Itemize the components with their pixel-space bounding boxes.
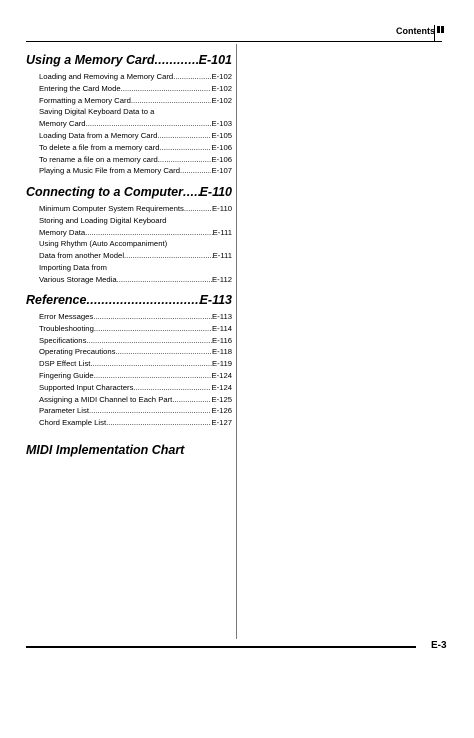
toc-entry[interactable]: [26, 358, 232, 370]
leader-dots: [85, 227, 212, 239]
entry-row: [26, 203, 232, 215]
section-heading[interactable]: [26, 442, 232, 458]
leader-dots: [180, 165, 212, 177]
toc-entry[interactable]: [26, 142, 232, 154]
toc-entry[interactable]: [26, 346, 232, 358]
entry-page: E-127: [211, 418, 232, 428]
section-title: Connecting to a Computer: [26, 185, 183, 199]
entry-row: [26, 130, 232, 142]
entry-row: [26, 335, 232, 347]
leader-dots: [90, 358, 212, 370]
entry-page: E-111: [212, 227, 232, 237]
leader-dots: [173, 71, 211, 83]
toc-entry[interactable]: [26, 335, 232, 347]
entry-title: Formatting a Memory Card: [39, 95, 131, 105]
leader-dots: [93, 311, 212, 323]
toc-section: [26, 52, 232, 177]
entry-row: [26, 323, 232, 335]
entry-row: [26, 417, 232, 429]
entry-title: Entering the Card Mode: [39, 83, 121, 93]
leader-dots: [184, 203, 212, 215]
toc-entry[interactable]: [26, 71, 232, 83]
entry-row: [26, 95, 232, 107]
entry-row: [26, 83, 232, 95]
header-rule: [26, 41, 442, 42]
toc-entry[interactable]: [26, 311, 232, 323]
section-heading[interactable]: [26, 52, 232, 68]
entry-row: [26, 405, 232, 417]
entry-row: [26, 358, 232, 370]
leader-dots: [86, 292, 199, 308]
entry-page: E-126: [211, 406, 232, 416]
entry-row: [26, 154, 232, 166]
entry-page: E-124: [211, 382, 232, 392]
entry-title: Specifications: [39, 335, 87, 345]
section-page: E-101: [198, 53, 232, 67]
section-title: MIDI Implementation Chart: [26, 443, 185, 457]
entry-page: E-106: [211, 154, 232, 164]
entry-page: E-107: [211, 166, 232, 176]
leader-dots: [158, 154, 212, 166]
leader-dots: [94, 323, 212, 335]
toc-entry[interactable]: [26, 106, 232, 130]
entry-page: E-102: [211, 83, 232, 93]
toc-entry[interactable]: [26, 238, 232, 262]
column-divider: [236, 44, 237, 639]
toc-section: [26, 442, 232, 458]
entry-page: E-124: [211, 370, 232, 380]
leader-dots: [155, 52, 199, 68]
section-title: Reference: [26, 293, 87, 307]
toc-entry[interactable]: [26, 382, 232, 394]
footer-rule: [26, 646, 416, 648]
leader-dots: [86, 118, 212, 130]
leader-dots: [183, 184, 200, 200]
leader-dots: [117, 274, 212, 286]
leader-dots: [116, 346, 213, 358]
entry-title: Various Storage Media: [39, 274, 117, 284]
entry-title: Operating Precautions: [39, 347, 116, 357]
entry-page: E-119: [212, 359, 232, 369]
entry-row: [26, 227, 232, 239]
entry-title-line: Storing and Loading Digital Keyboard: [39, 215, 167, 225]
entry-title: Loading and Removing a Memory Card: [39, 72, 174, 81]
entry-title-line: Saving Digital Keyboard Data to a: [39, 107, 155, 117]
entry-row: [26, 311, 232, 323]
entry-title: Troubleshooting: [39, 323, 94, 333]
section-page: E-113: [199, 293, 232, 307]
entry-title: DSP Effect List: [39, 359, 91, 369]
leader-dots: [89, 405, 211, 417]
entry-title: Assigning a MIDI Channel to Each Part: [39, 394, 173, 404]
leader-dots: [94, 370, 212, 382]
entry-title: Minimum Computer System Requirements: [39, 204, 184, 213]
toc-section: [26, 292, 232, 429]
entry-row: [26, 394, 232, 406]
toc-entry[interactable]: [26, 262, 232, 286]
entry-list: [26, 311, 232, 429]
toc-entry[interactable]: [26, 203, 232, 215]
entry-list: [26, 71, 232, 177]
toc-entry[interactable]: [26, 215, 232, 239]
entry-title: Error Messages: [39, 312, 94, 321]
entry-title: Playing a Music File from a Memory Card: [39, 166, 180, 176]
toc-entry[interactable]: [26, 95, 232, 107]
entry-page: E-105: [211, 130, 232, 140]
keyboard-tab-icon: [434, 25, 445, 41]
entry-page: E-113: [212, 312, 232, 321]
entry-page: E-112: [212, 274, 232, 284]
leader-dots: [172, 394, 211, 406]
entry-row: [26, 370, 232, 382]
entry-page: E-116: [212, 335, 232, 345]
entry-row: [26, 142, 232, 154]
entry-row: [26, 165, 232, 177]
entry-page: E-102: [211, 95, 232, 105]
entry-title: Parameter List: [39, 406, 89, 416]
header-label: Contents: [396, 26, 435, 36]
page-number: E-3: [431, 640, 447, 651]
leader-dots: [124, 250, 213, 262]
leader-dots: [157, 130, 211, 142]
entry-title: Memory Data: [39, 227, 86, 237]
leader-dots: [159, 142, 211, 154]
entry-title: Memory Card: [39, 119, 86, 129]
entry-page: E-111: [212, 251, 232, 261]
entry-title: To rename a file on a memory card: [39, 154, 158, 164]
entry-page: E-103: [211, 119, 232, 129]
leader-dots: [121, 83, 212, 95]
entry-row: [26, 274, 232, 286]
entry-row: [26, 382, 232, 394]
section-page: E-110: [199, 185, 232, 199]
section-title: Using a Memory Card: [26, 53, 155, 67]
toc-entry[interactable]: [26, 417, 232, 429]
entry-title: Supported Input Characters: [39, 382, 134, 392]
entry-title: Fingering Guide: [39, 370, 94, 380]
toc-entry[interactable]: [26, 370, 232, 382]
section-heading[interactable]: [26, 184, 232, 200]
toc-entry[interactable]: [26, 405, 232, 417]
entry-title: Chord Example List: [39, 418, 107, 428]
toc-entry[interactable]: [26, 394, 232, 406]
entry-page: E-106: [211, 142, 232, 152]
leader-dots: [106, 417, 211, 429]
toc-entry[interactable]: [26, 323, 232, 335]
entry-page: E-102: [211, 72, 232, 81]
section-heading[interactable]: [26, 292, 232, 308]
entry-title: Loading Data from a Memory Card: [39, 130, 158, 140]
entry-row: [26, 71, 232, 83]
toc-entry[interactable]: [26, 165, 232, 177]
leader-dots: [86, 335, 212, 347]
toc-entry[interactable]: [26, 154, 232, 166]
entry-page: E-110: [212, 204, 232, 213]
entry-page: E-118: [212, 347, 232, 357]
entry-row: [26, 346, 232, 358]
entry-title-line: Using Rhythm (Auto Accompaniment): [39, 239, 168, 249]
entry-title-line: Importing Data from: [39, 262, 107, 272]
toc-section: [26, 184, 232, 286]
entry-title: Data from another Model: [39, 251, 125, 261]
toc-entry[interactable]: [26, 130, 232, 142]
entry-page: E-114: [212, 323, 232, 333]
entry-list: [26, 203, 232, 286]
leader-dots: [131, 95, 212, 107]
entry-page: E-125: [211, 394, 232, 404]
entry-row: [26, 118, 232, 130]
entry-row: [26, 250, 232, 262]
toc-entry[interactable]: [26, 83, 232, 95]
entry-title: To delete a file from a memory card: [39, 142, 160, 152]
leader-dots: [133, 382, 211, 394]
